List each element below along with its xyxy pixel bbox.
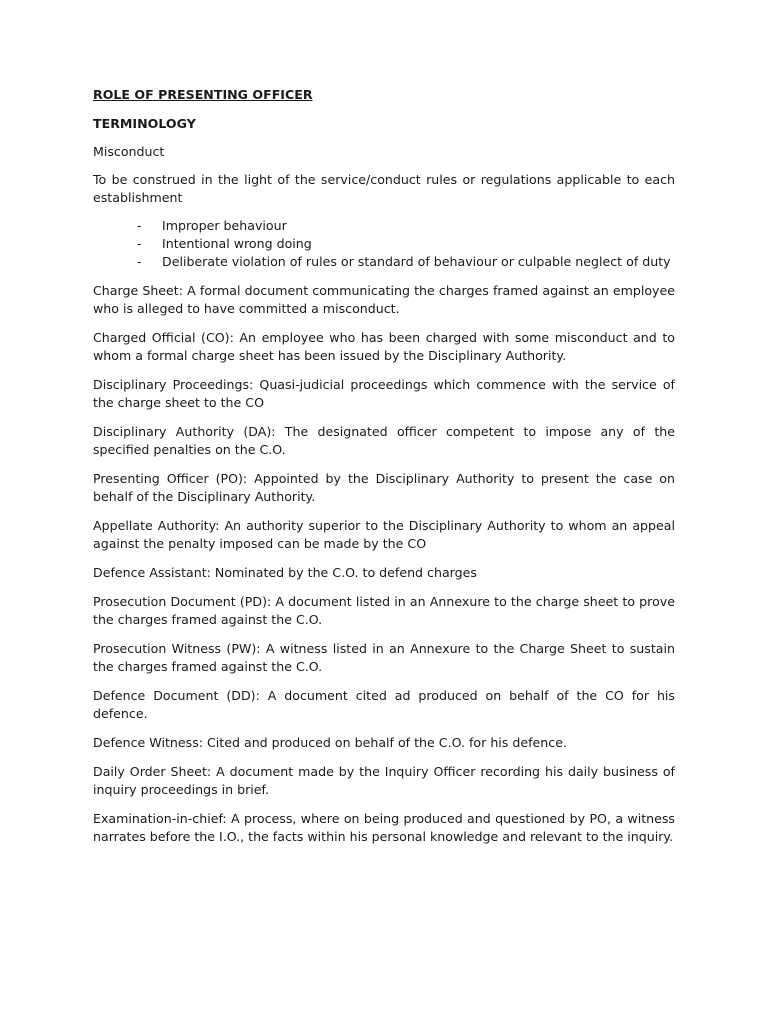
list-item-text: Intentional wrong doing (162, 236, 312, 251)
misconduct-description: To be construed in the light of the service/conduct rules or regulations applicable to each establishment (93, 172, 675, 205)
term-disciplinary-authority: Disciplinary Authority (DA): The designated officer competent to impose any of the specified penalties on the C.O. (93, 424, 675, 457)
document-title: ROLE OF PRESENTING OFFICER (93, 87, 313, 102)
misconduct-list (93, 217, 675, 271)
list-item (137, 235, 675, 253)
term-defence-witness: Defence Witness: Cited and produced on behalf of the C.O. for his defence. (93, 735, 567, 750)
term-defence-document: Defence Document (DD): A document cited ad produced on behalf of the CO for his defence. (93, 688, 675, 721)
term-charged-official: Charged Official (CO): An employee who has been charged with some misconduct and to whom a formal charge sheet has been issued by the Disciplinary Authority. (93, 330, 675, 363)
list-bullet: - (137, 254, 142, 269)
term-examination-in-chief: Examination-in-chief: A process, where on being produced and questioned by PO, a witness narrates before the I.O., the facts within his personal knowledge and relevant to the inquiry. (93, 811, 675, 844)
list-bullet: - (137, 236, 142, 251)
list-item (137, 217, 675, 235)
term-prosecution-document: Prosecution Document (PD): A document listed in an Annexure to the charge sheet to prove the charges framed against the C.O. (93, 594, 675, 627)
term-charge-sheet: Charge Sheet: A formal document communicating the charges framed against an employee who is alleged to have committed a misconduct. (93, 283, 675, 316)
list-bullet: - (137, 218, 142, 233)
term-prosecution-witness: Prosecution Witness (PW): A witness listed in an Annexure to the Charge Sheet to sustain the charges framed against the C.O. (93, 641, 675, 674)
list-item (137, 253, 675, 271)
term-disciplinary-proceedings: Disciplinary Proceedings: Quasi-judicial proceedings which commence with the service of the charge sheet to the CO (93, 377, 675, 410)
term-daily-order-sheet: Daily Order Sheet: A document made by the Inquiry Officer recording his daily business of inquiry proceedings in brief. (93, 764, 675, 797)
term-appellate-authority: Appellate Authority: An authority superior to the Disciplinary Authority to whom an appeal against the penalty imposed can be made by the CO (93, 518, 675, 551)
list-item-text: Deliberate violation of rules or standard of behaviour or culpable neglect of duty (162, 254, 671, 269)
section-title: TERMINOLOGY (93, 116, 196, 131)
term-heading-misconduct: Misconduct (93, 144, 165, 159)
list-item-text: Improper behaviour (162, 218, 287, 233)
term-presenting-officer: Presenting Officer (PO): Appointed by the Disciplinary Authority to present the case on behalf of the Disciplinary Authority. (93, 471, 675, 504)
term-defence-assistant: Defence Assistant: Nominated by the C.O. to defend charges (93, 565, 477, 580)
